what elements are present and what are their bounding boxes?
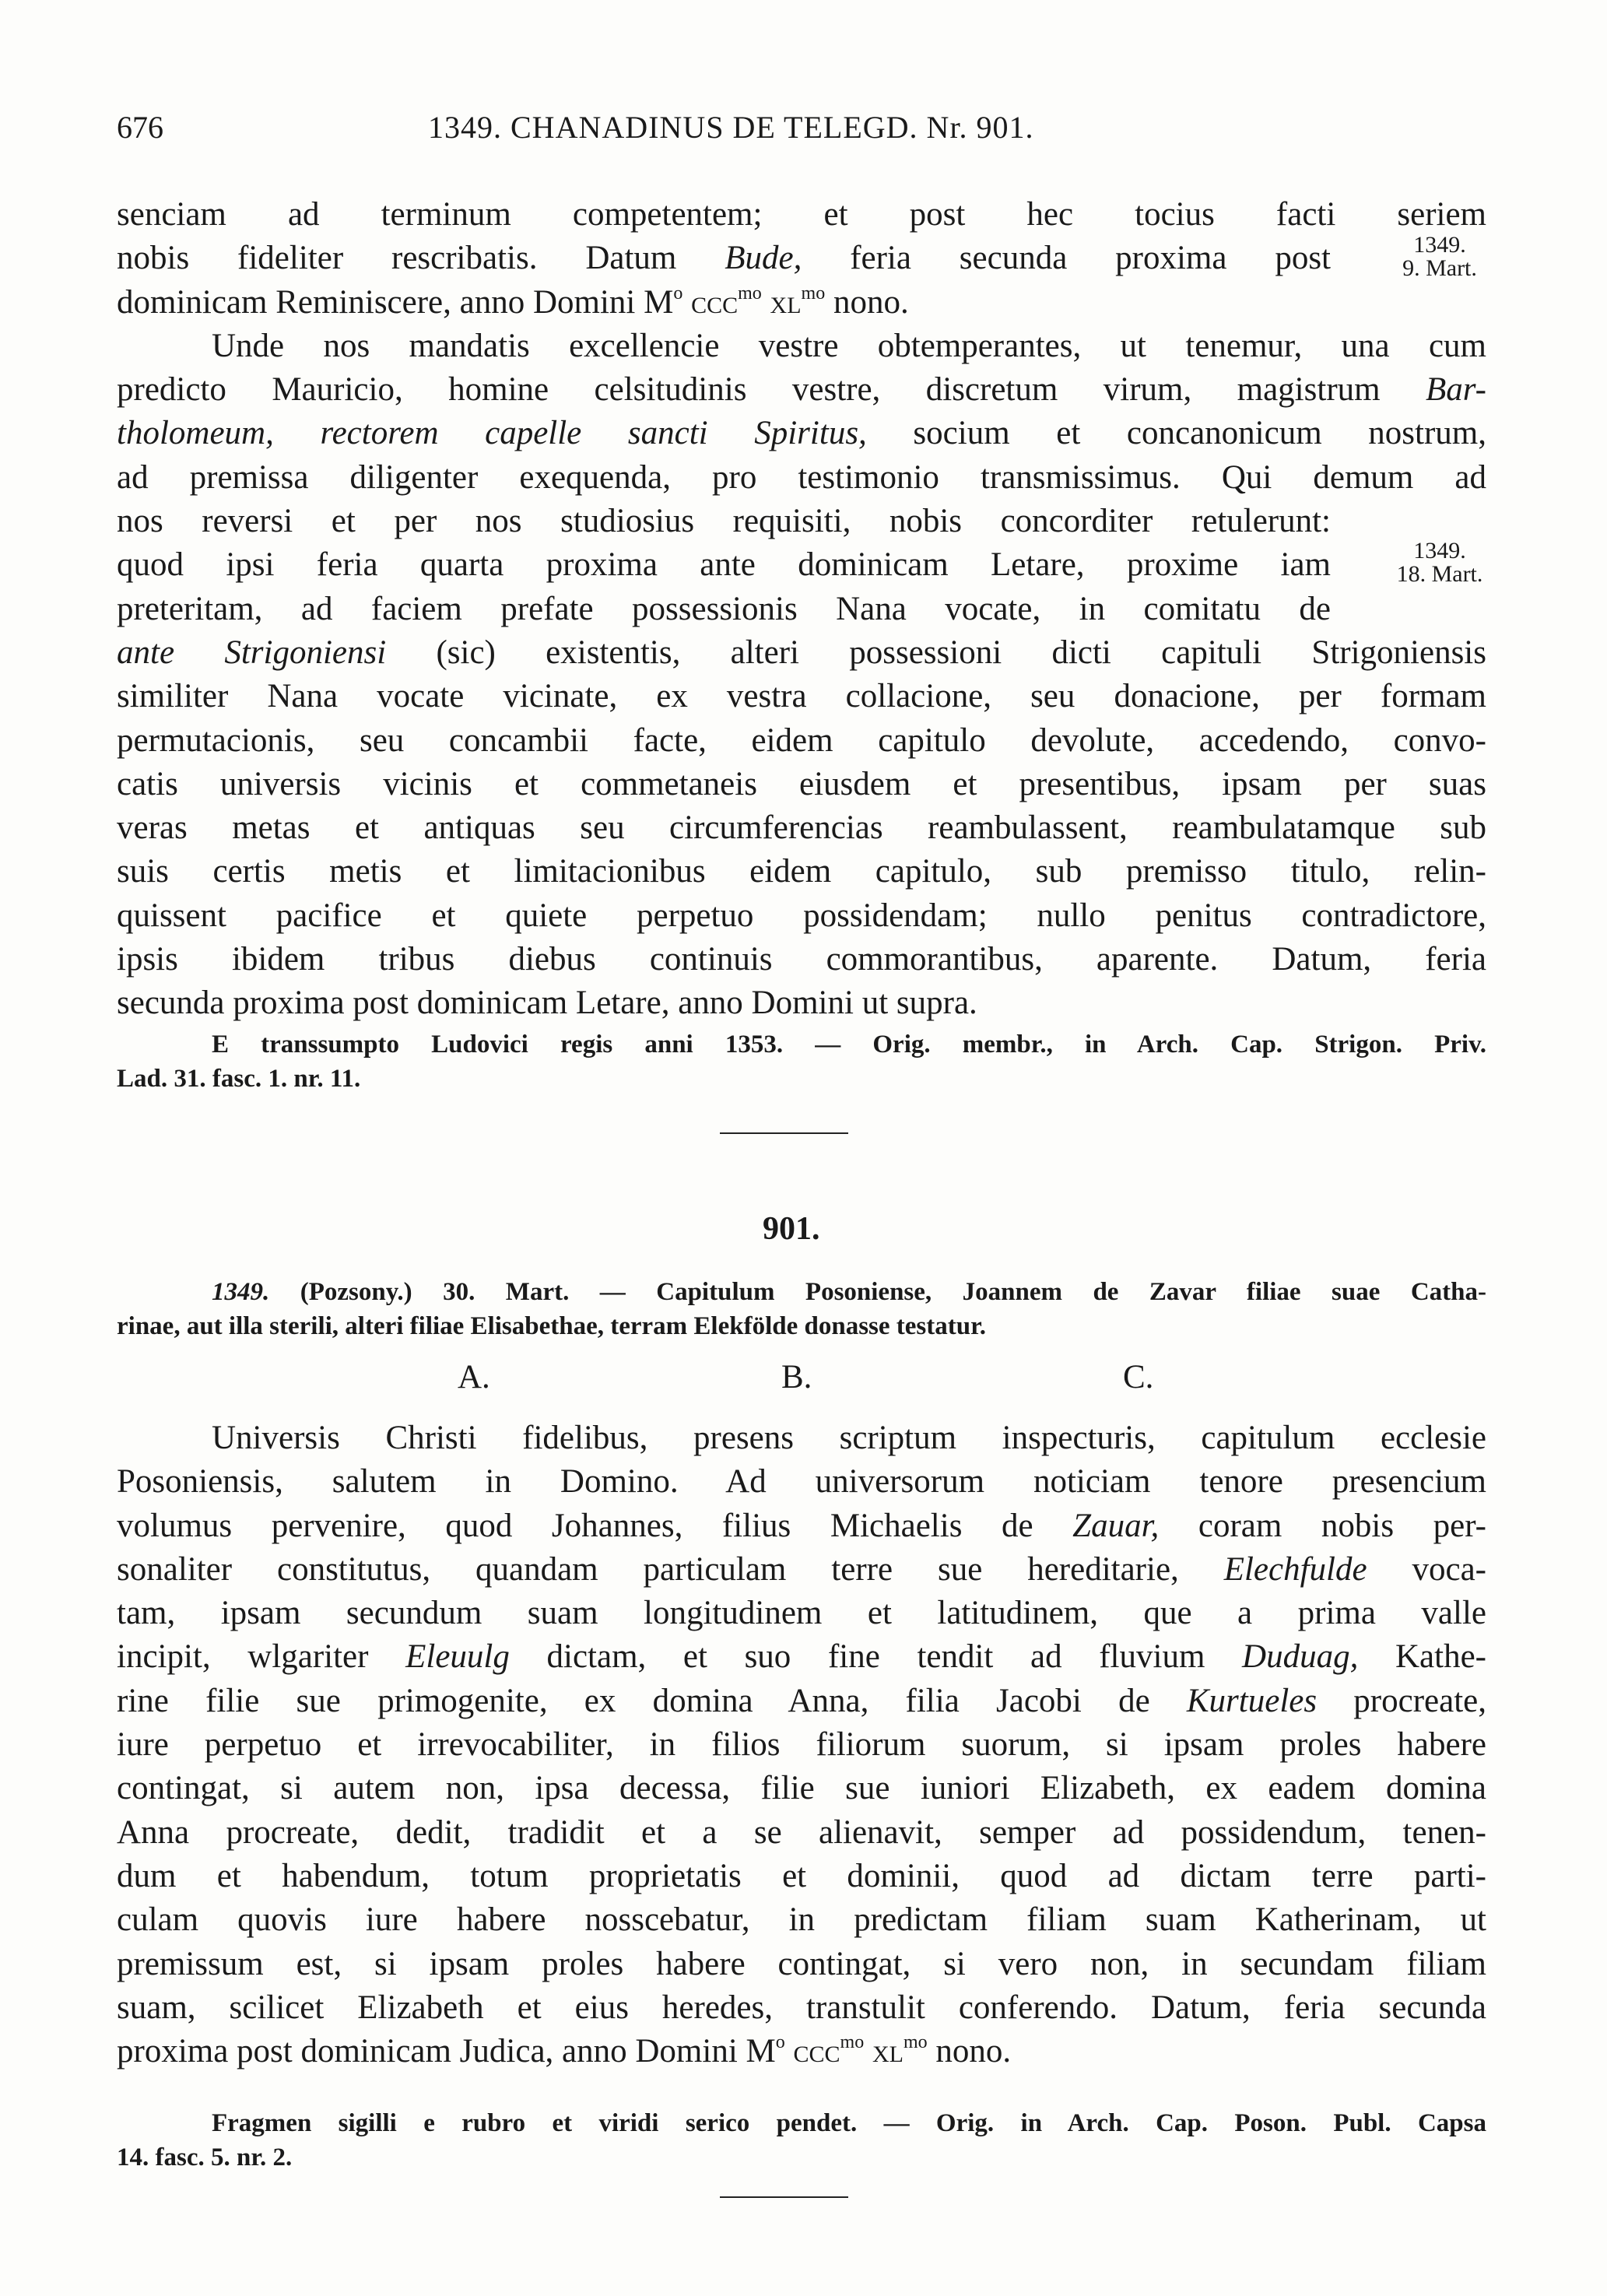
margin-date-day: 9. Mart.: [1402, 255, 1477, 281]
text-line: tam, ipsam secundum suam longitudinem et latitudinem, que a prima valle: [117, 1595, 1486, 1632]
text-line: permutacionis, seu concambii facte, eidem capitulo devolute, accedendo, convo-: [117, 721, 1486, 759]
text-line: predicto Mauricio, homine celsitudinis vestre, discretum virum, magistrum Bar-: [117, 371, 1486, 409]
text-line: contingat, si autem non, ipsa decessa, filie sue iuniori Elizabeth, ex eadem domina: [117, 1770, 1486, 1807]
text-line: nos reversi et per nos studiosius requisiti, nobis concorditer retulerunt:: [117, 503, 1331, 540]
text-line: volumus pervenire, quod Johannes, filius Michaelis de Zauar, coram nobis per-: [117, 1507, 1486, 1544]
text-line: veras metas et antiquas seu circumferencias reambulassent, reambulatamque sub: [117, 809, 1486, 847]
charter-901-text: [117, 1417, 1486, 2073]
section-divider: [720, 1132, 848, 1134]
source-note-901: [117, 2106, 1486, 2175]
note-line: 14. fasc. 5. nr. 2.: [117, 2143, 293, 2171]
note-line: Lad. 31. fasc. 1. nr. 11.: [117, 1065, 361, 1093]
text-line: Posoniensis, salutem in Domino. Ad universorum noticiam tenore presencium: [117, 1463, 1486, 1501]
text-line: catis universis vicinis et commetaneis eiusdem et presentibus, ipsam per suas: [117, 765, 1486, 802]
text-line: suis certis metis et limitacionibus eidem capitulo, sub premisso titulo, relin-: [117, 853, 1486, 890]
regest-line: 1349. (Pozsony.) 30. Mart. — Capitulum Posoniense, Joannem de Zavar filiae suae Catha-: [212, 1278, 1486, 1306]
running-title: 1349. CHANADINUS DE TELEGD. Nr. 901.: [428, 110, 1034, 145]
text-line: senciam ad terminum competentem; et post hec tocius facti seriem: [117, 196, 1486, 233]
text-line: Universis Christi fidelibus, presens scriptum inspecturis, capitulum ecclesie: [212, 1420, 1486, 1456]
regest-901: [117, 1275, 1486, 1343]
text-line: sonaliter constitutus, quandam particulam terre sue hereditarie, Elechfulde voca-: [117, 1550, 1486, 1588]
text-line: rine filie sue primogenite, ex domina Anna, filia Jacobi de Kurtueles procreate,: [117, 1682, 1486, 1719]
text-line: similiter Nana vocate vicinate, ex vestra collacione, seu donacione, per formam: [117, 678, 1486, 715]
text-line: suam, scilicet Elizabeth et eius heredes, transtulit conferendo. Datum, feria secunda: [117, 1989, 1486, 2026]
margin-date-year: 1349.: [1413, 538, 1466, 563]
text-line: nobis fideliter rescribatis. Datum Bude, feria secunda proxima post: [117, 240, 1331, 277]
text-line: premissum est, si ipsam proles habere contingat, si vero non, in secundam filiam: [117, 1945, 1486, 1982]
regest-line: rinae, aut illa sterili, alteri filiae Elisabethae, terram Elekfölde donasse testatur.: [117, 1312, 986, 1340]
text-line: incipit, wlgariter Eleuulg dictam, et suo fine tendit ad fluvium Duduag, Kathe-: [117, 1638, 1486, 1676]
version-label: C.: [1123, 1359, 1154, 1396]
note-line: E transsumpto Ludovici regis anni 1353. — Orig. membr., in Arch. Cap. Strigon. Priv.: [212, 1030, 1486, 1058]
version-label: B.: [781, 1359, 812, 1396]
page-number: 676: [117, 110, 163, 145]
text-line: dominicam Reminiscere, anno Domini $M^o$ ccc$^{mo}$ $xl^{mo}$ nono.: [117, 283, 909, 321]
text-line: Anna procreate, dedit, tradidit et a se alienavit, semper ad possidendum, tenen-: [117, 1813, 1486, 1851]
margin-date-day: 18. Mart.: [1396, 561, 1483, 587]
source-note-900: [117, 1027, 1486, 1096]
margin-date-year: 1349.: [1413, 232, 1466, 258]
text-line: tholomeum, rectorem capelle sancti Spiritus, socium et concanonicum nostrum,: [117, 415, 1486, 452]
text-line: quod ipsi feria quarta proxima ante dominicam Letare, proxime iam: [117, 546, 1331, 584]
text-line: iure perpetuo et irrevocabiliter, in filios filiorum suorum, si ipsam proles habere: [117, 1726, 1486, 1764]
text-line: ante Strigoniensi (sic) existentis, alteri possessioni dicti capituli Strigoniensis: [117, 634, 1486, 671]
running-header: [117, 109, 1409, 148]
note-line: Fragmen sigilli e rubro et viridi serico pendet. — Orig. in Arch. Cap. Poson. Publ. Capsa: [212, 2109, 1486, 2137]
section-divider: [720, 2196, 848, 2198]
text-line: preteritam, ad faciem prefate possessionis Nana vocate, in comitatu de: [117, 590, 1331, 627]
text-line: ipsis ibidem tribus diebus continuis commorantibus, aparente. Datum, feria: [117, 941, 1486, 978]
text-line: secunda proxima post dominicam Letare, anno Domini ut supra.: [117, 985, 977, 1022]
text-line: culam quovis iure habere nosscebatur, in predictam filiam suam Katherinam, ut: [117, 1901, 1486, 1939]
charter-number: 901.: [763, 1211, 820, 1247]
text-line: dum et habendum, totum proprietatis et dominii, quod ad dictam terre parti-: [117, 1857, 1486, 1894]
text-line: quissent pacifice et quiete perpetuo possidendam; nullo penitus contradictore,: [117, 897, 1486, 934]
text-line: proxima post dominicam Judica, anno Domini $M^o$ ccc$^{mo}$ $xl^{mo}$ nono.: [117, 2032, 1012, 2070]
charter-900-text: [117, 193, 1486, 1026]
version-label: A.: [458, 1359, 490, 1396]
text-line: ad premissa diligenter exequenda, pro testimonio transmissimus. Qui demum ad: [117, 458, 1486, 496]
text-line: Unde nos mandatis excellencie vestre obtemperantes, ut tenemur, una cum: [212, 327, 1486, 364]
